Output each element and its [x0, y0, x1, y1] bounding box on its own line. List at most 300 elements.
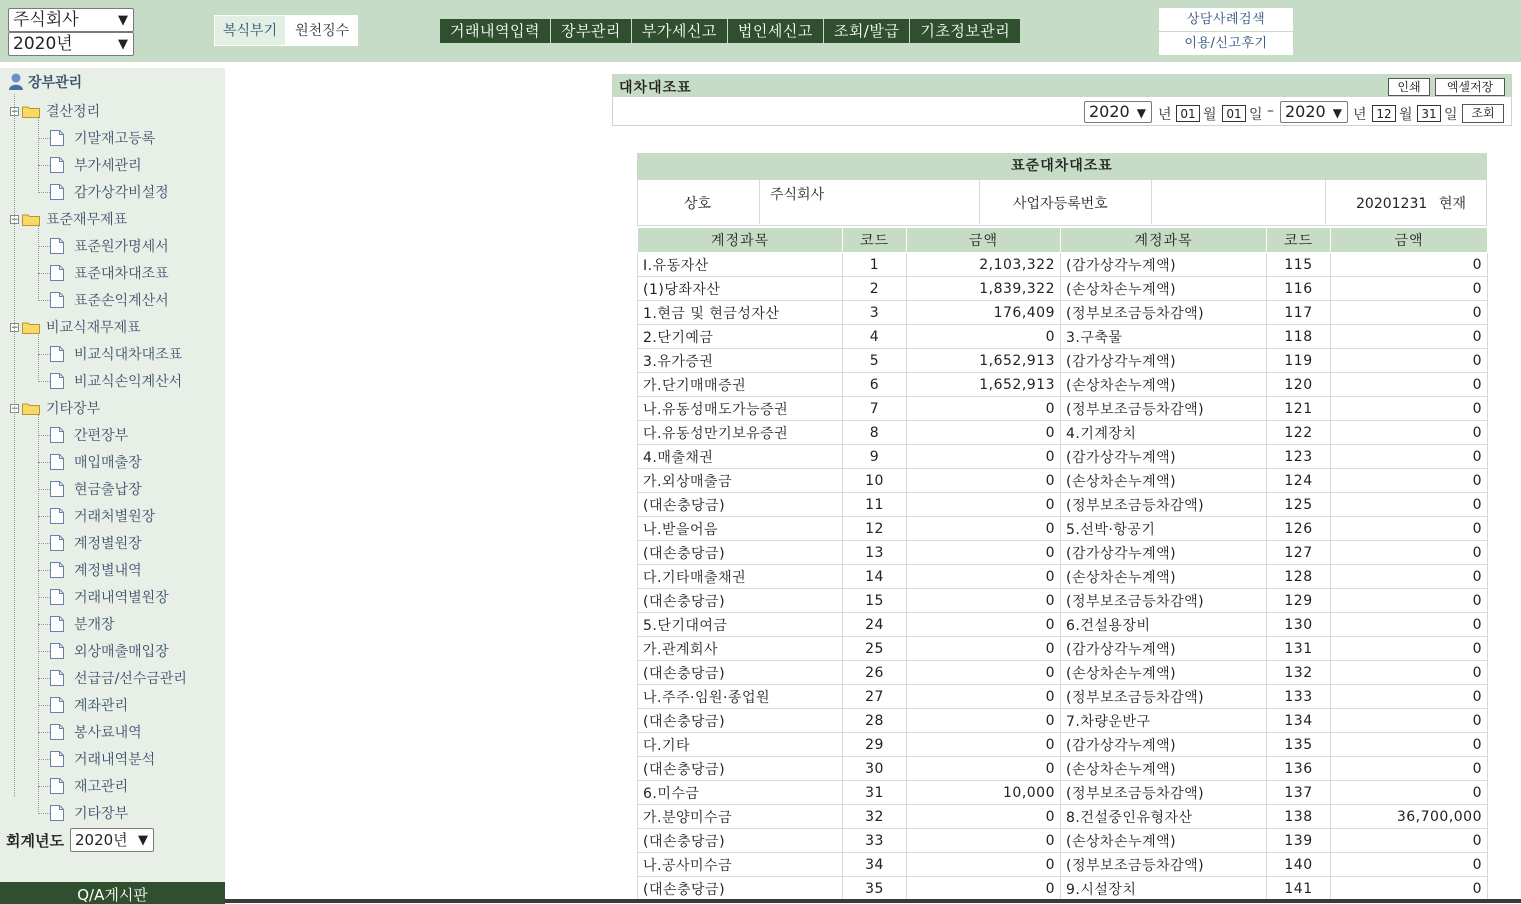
sidebar-item[interactable]: [50, 371, 182, 391]
sidebar-item-label: 기타장부: [74, 806, 129, 822]
tree-collapse-icon[interactable]: −: [11, 106, 19, 117]
to-month-unit: 월: [1399, 107, 1413, 123]
document-icon: [50, 130, 64, 146]
chevron-down-icon: ▼: [138, 833, 148, 848]
table-cell: 136: [1267, 757, 1331, 781]
sidebar-item[interactable]: [50, 263, 169, 283]
table-cell: (대손충당금): [638, 661, 843, 685]
from-day-unit: 일: [1249, 107, 1263, 123]
as-of-date: 20201231: [1356, 196, 1428, 212]
table-cell: (손상차손누계액): [1061, 757, 1267, 781]
to-year-select[interactable]: [1280, 101, 1348, 123]
folder-icon: [22, 321, 40, 334]
tree-connector: [38, 597, 50, 598]
sidebar-item-label: 비교식대차대조표: [74, 347, 183, 363]
tree-root[interactable]: [8, 72, 82, 92]
table-cell: 13: [843, 541, 907, 565]
table-cell: 116: [1267, 277, 1331, 301]
main-nav: [440, 19, 1021, 43]
chevron-down-icon: ▼: [118, 37, 128, 52]
table-cell: 27: [843, 685, 907, 709]
folder-icon: [22, 402, 40, 415]
sidebar: [0, 68, 225, 903]
tree-connector: [38, 300, 50, 301]
table-cell: 0: [907, 517, 1061, 541]
sidebar-item[interactable]: [50, 344, 182, 364]
from-year-unit: 년: [1158, 107, 1172, 123]
table-cell: (정부보조금등차감액): [1061, 589, 1267, 613]
col-header-amount-right: 금액: [1331, 228, 1488, 253]
table-row: [638, 493, 1488, 517]
table-cell: 0: [1331, 829, 1488, 853]
divider: [759, 180, 760, 224]
document-icon: [50, 751, 64, 767]
table-row: [638, 661, 1488, 685]
divider: [1325, 180, 1326, 224]
bizno-label: 사업자등록번호: [1013, 196, 1108, 212]
sidebar-group-label: 기타장부: [46, 401, 101, 417]
table-cell: 1,652,913: [907, 349, 1061, 373]
table-cell: (대손충당금): [638, 757, 843, 781]
table-cell: 0: [1331, 469, 1488, 493]
sidebar-item[interactable]: [50, 479, 142, 499]
sidebar-item[interactable]: [50, 641, 169, 661]
usage-review-link[interactable]: 이용/신고후기: [1159, 32, 1293, 56]
tree-connector: [38, 381, 50, 382]
table-cell: (손상차손누계액): [1061, 565, 1267, 589]
table-cell: 5: [843, 349, 907, 373]
sidebar-item[interactable]: [50, 182, 169, 202]
table-cell: 가.관계회사: [638, 637, 843, 661]
user-icon: [8, 73, 24, 91]
table-cell: 0: [907, 733, 1061, 757]
year-select[interactable]: [8, 32, 134, 56]
table-row: [638, 301, 1488, 325]
table-cell: 141: [1267, 877, 1331, 901]
table-cell: (감가상각누계액): [1061, 253, 1267, 277]
table-cell: (대손충당금): [638, 709, 843, 733]
table-cell: 29: [843, 733, 907, 757]
tree-root-label: 장부관리: [28, 75, 83, 91]
sub-tabs: [214, 15, 358, 46]
table-header-row: [638, 228, 1488, 253]
table-cell: 0: [1331, 301, 1488, 325]
document-icon: [50, 346, 64, 362]
sidebar-item[interactable]: [50, 668, 187, 688]
document-icon: [50, 670, 64, 686]
sidebar-item[interactable]: [50, 425, 128, 445]
sidebar-group[interactable]: [10, 317, 141, 337]
document-icon: [50, 292, 64, 308]
table-cell: 25: [843, 637, 907, 661]
nav-inquiry-issue[interactable]: 조회/발급: [824, 19, 911, 43]
table-cell: (감가상각누계액): [1061, 445, 1267, 469]
table-cell: (정부보조금등차감액): [1061, 397, 1267, 421]
document-icon: [50, 427, 64, 443]
table-cell: 0: [1331, 733, 1488, 757]
col-header-account-right: 계정과목: [1061, 228, 1267, 253]
sidebar-item[interactable]: [50, 533, 142, 553]
table-cell: 122: [1267, 421, 1331, 445]
sidebar-item-label: 계정별원장: [74, 536, 142, 552]
sidebar-item[interactable]: [50, 803, 128, 823]
table-cell: (대손충당금): [638, 493, 843, 517]
nav-ledger-management[interactable]: 장부관리: [551, 19, 632, 43]
table-cell: 132: [1267, 661, 1331, 685]
table-cell: 36,700,000: [1331, 805, 1488, 829]
to-day-input[interactable]: 31: [1417, 105, 1441, 122]
document-icon: [50, 454, 64, 470]
table-cell: 9: [843, 445, 907, 469]
table-cell: 0: [907, 493, 1061, 517]
table-row: [638, 829, 1488, 853]
table-cell: 0: [1331, 637, 1488, 661]
table-cell: (손상차손누계액): [1061, 373, 1267, 397]
table-cell: 0: [1331, 445, 1488, 469]
table-cell: 129: [1267, 589, 1331, 613]
table-cell: 133: [1267, 685, 1331, 709]
sidebar-group-label: 결산정리: [46, 104, 101, 120]
report-title: 대차대조표: [619, 80, 692, 96]
table-cell: (1)당좌자산: [638, 277, 843, 301]
tree-connector: [38, 117, 39, 193]
fiscal-year-label: 회계년도: [6, 832, 64, 850]
sidebar-item[interactable]: [50, 695, 128, 715]
range-separator: –: [1267, 103, 1274, 119]
qa-board-link[interactable]: Q/A게시판: [0, 882, 225, 904]
table-cell: 35: [843, 877, 907, 901]
table-cell: 0: [907, 661, 1061, 685]
tree-connector: [38, 786, 50, 787]
table-cell: 4: [843, 325, 907, 349]
table-cell: 0: [1331, 781, 1488, 805]
sidebar-item-label: 봉사료내역: [74, 725, 142, 741]
table-cell: 0: [907, 565, 1061, 589]
table-row: [638, 397, 1488, 421]
tree-connector: [38, 624, 50, 625]
fiscal-year-select[interactable]: [70, 828, 154, 852]
sidebar-item[interactable]: [50, 749, 155, 769]
sidebar-group[interactable]: [10, 209, 127, 229]
chevron-down-icon: ▼: [1136, 106, 1146, 120]
consult-case-search-link[interactable]: 상담사례검색: [1159, 8, 1293, 32]
sidebar-group-label: 비교식재무제표: [46, 320, 141, 336]
tree-connector: [38, 489, 50, 490]
table-row: [638, 517, 1488, 541]
table-cell: (정부보조금등차감액): [1061, 853, 1267, 877]
table-row: [638, 541, 1488, 565]
table-cell: 34: [843, 853, 907, 877]
divider: [1151, 180, 1152, 224]
table-row: [638, 709, 1488, 733]
table-cell: 0: [907, 805, 1061, 829]
table-cell: (정부보조금등차감액): [1061, 685, 1267, 709]
table-cell: (감가상각누계액): [1061, 637, 1267, 661]
table-cell: 0: [907, 445, 1061, 469]
sidebar-item[interactable]: [50, 722, 142, 742]
sidebar-item[interactable]: [50, 452, 142, 472]
table-cell: 0: [907, 685, 1061, 709]
table-cell: 0: [1331, 373, 1488, 397]
sidebar-item-label: 감가상각비설정: [74, 185, 169, 201]
sidebar-item-label: 계좌관리: [74, 698, 129, 714]
horizontal-scrollbar[interactable]: [225, 899, 1521, 903]
table-cell: (감가상각누계액): [1061, 733, 1267, 757]
tree-connector: [38, 732, 50, 733]
table-cell: 0: [1331, 613, 1488, 637]
table-cell: 가.단기매매증권: [638, 373, 843, 397]
table-row: [638, 733, 1488, 757]
table-cell: 7.차량운반구: [1061, 709, 1267, 733]
table-cell: 0: [907, 829, 1061, 853]
tree-connector: [38, 543, 50, 544]
document-icon: [50, 508, 64, 524]
document-icon: [50, 643, 64, 659]
table-cell: 0: [1331, 709, 1488, 733]
from-year-value: 2020: [1089, 102, 1130, 121]
sidebar-item[interactable]: [50, 776, 128, 796]
tree-connector: [38, 705, 50, 706]
table-cell: 3: [843, 301, 907, 325]
sidebar-item-label: 현금출납장: [74, 482, 142, 498]
print-button[interactable]: 인쇄: [1388, 78, 1430, 96]
sidebar-item-label: 매입매출장: [74, 455, 142, 471]
from-month-unit: 월: [1203, 107, 1217, 123]
table-cell: 나.받을어음: [638, 517, 843, 541]
sidebar-group[interactable]: [10, 101, 100, 121]
tree-connector: [38, 435, 50, 436]
table-cell: (정부보조금등차감액): [1061, 301, 1267, 325]
table-cell: 176,409: [907, 301, 1061, 325]
table-cell: 3.유가증권: [638, 349, 843, 373]
tree-connector: [38, 333, 39, 382]
tree-connector: [38, 570, 50, 571]
table-cell: 137: [1267, 781, 1331, 805]
nav-vat-filing[interactable]: 부가세신고: [632, 19, 728, 43]
tab-bookkeeping[interactable]: 복식부기: [214, 15, 286, 46]
tree-collapse-icon[interactable]: −: [11, 214, 19, 225]
sidebar-item-label: 선급금/선수금관리: [74, 671, 187, 687]
table-cell: 0: [1331, 565, 1488, 589]
tree-collapse-icon[interactable]: −: [11, 322, 19, 333]
top-bar: [0, 0, 1521, 62]
table-cell: 0: [907, 325, 1061, 349]
table-cell: 가.외상매출금: [638, 469, 843, 493]
table-cell: 117: [1267, 301, 1331, 325]
table-cell: 126: [1267, 517, 1331, 541]
table-cell: (대손충당금): [638, 589, 843, 613]
table-cell: 24: [843, 613, 907, 637]
table-cell: 2,103,322: [907, 253, 1061, 277]
table-cell: (대손충당금): [638, 877, 843, 901]
table-cell: 다.기타: [638, 733, 843, 757]
tree-connector: [14, 94, 15, 797]
table-row: [638, 277, 1488, 301]
tab-withholding[interactable]: 원천징수: [286, 15, 358, 46]
col-header-account-left: 계정과목: [638, 228, 843, 253]
tree-connector: [38, 225, 39, 301]
document-icon: [50, 616, 64, 632]
table-cell: 0: [907, 469, 1061, 493]
table-cell: 0: [907, 541, 1061, 565]
col-header-code-right: 코드: [1267, 228, 1331, 253]
table-cell: (손상차손누계액): [1061, 661, 1267, 685]
as-of-label: 현재: [1439, 196, 1467, 212]
to-month-input[interactable]: 12: [1372, 105, 1396, 122]
table-cell: 나.공사미수금: [638, 853, 843, 877]
nav-basic-info[interactable]: 기초정보관리: [910, 19, 1021, 43]
table-cell: 0: [1331, 757, 1488, 781]
folder-icon: [22, 105, 40, 118]
table-cell: 0: [1331, 397, 1488, 421]
table-cell: 134: [1267, 709, 1331, 733]
table-cell: (대손충당금): [638, 829, 843, 853]
table-cell: 0: [1331, 493, 1488, 517]
table-cell: 0: [907, 421, 1061, 445]
table-row: [638, 637, 1488, 661]
sidebar-item-label: 간편장부: [74, 428, 129, 444]
table-row: [638, 565, 1488, 589]
sidebar-item[interactable]: [50, 506, 155, 526]
table-cell: 0: [1331, 277, 1488, 301]
tree-connector: [38, 813, 50, 814]
table-row: [638, 253, 1488, 277]
table-row: [638, 781, 1488, 805]
document-icon: [50, 778, 64, 794]
table-cell: 128: [1267, 565, 1331, 589]
sidebar-item-label: 비교식손익계산서: [74, 374, 183, 390]
document-icon: [50, 481, 64, 497]
nav-transaction-entry[interactable]: 거래내역입력: [440, 19, 551, 43]
to-year-value: 2020: [1285, 102, 1326, 121]
table-cell: 125: [1267, 493, 1331, 517]
table-cell: 1.현금 및 현금성자산: [638, 301, 843, 325]
document-icon: [50, 265, 64, 281]
sidebar-item-label: 계정별내역: [74, 563, 142, 579]
tree-connector: [38, 273, 50, 274]
table-cell: 6.건설용장비: [1061, 613, 1267, 637]
excel-save-button[interactable]: 엑셀저장: [1435, 78, 1505, 96]
from-day-input[interactable]: 01: [1222, 105, 1246, 122]
table-cell: (대손충당금): [638, 541, 843, 565]
document-icon: [50, 238, 64, 254]
sidebar-item[interactable]: [50, 155, 142, 175]
table-row: [638, 853, 1488, 877]
search-button[interactable]: 조회: [1462, 104, 1504, 123]
table-cell: 나.주주·임원·종업원: [638, 685, 843, 709]
from-year-select[interactable]: [1084, 101, 1152, 123]
balance-sheet-table: [637, 227, 1488, 901]
table-cell: 135: [1267, 733, 1331, 757]
table-row: [638, 349, 1488, 373]
table-row: [638, 685, 1488, 709]
sidebar-item[interactable]: [50, 560, 142, 580]
report-title-bar: [613, 75, 1511, 97]
tree-connector: [38, 516, 50, 517]
table-cell: 8: [843, 421, 907, 445]
table-cell: 0: [1331, 589, 1488, 613]
tree-connector: [38, 246, 50, 247]
tree-connector: [38, 759, 50, 760]
table-cell: 115: [1267, 253, 1331, 277]
table-cell: 120: [1267, 373, 1331, 397]
table-row: [638, 589, 1488, 613]
table-cell: 33: [843, 829, 907, 853]
table-cell: 140: [1267, 853, 1331, 877]
sidebar-item-label: 부가세관리: [74, 158, 142, 174]
tree-connector: [38, 192, 50, 193]
sidebar-item-label: 외상매출매입장: [74, 644, 169, 660]
table-row: [638, 469, 1488, 493]
sidebar-item-label: 재고관리: [74, 779, 129, 795]
balance-sheet: [637, 153, 1487, 901]
tree-connector: [38, 462, 50, 463]
document-icon: [50, 157, 64, 173]
sidebar-group[interactable]: [10, 398, 100, 418]
table-cell: 119: [1267, 349, 1331, 373]
sidebar-item[interactable]: [50, 290, 169, 310]
from-month-input[interactable]: 01: [1176, 105, 1200, 122]
company-select[interactable]: [8, 8, 134, 32]
table-cell: 0: [907, 709, 1061, 733]
table-cell: 121: [1267, 397, 1331, 421]
sidebar-item-label: 표준대차대조표: [74, 266, 169, 282]
sidebar-item-label: 표준손익계산서: [74, 293, 169, 309]
table-cell: 1,652,913: [907, 373, 1061, 397]
sidebar-item[interactable]: [50, 614, 115, 634]
table-cell: 32: [843, 805, 907, 829]
tree-collapse-icon[interactable]: −: [11, 403, 19, 414]
sidebar-item-label: 거래처별원장: [74, 509, 156, 525]
sidebar-item-label: 표준원가명세서: [74, 239, 169, 255]
table-cell: 가.분양미수금: [638, 805, 843, 829]
nav-corporate-tax-filing[interactable]: 법인세신고: [728, 19, 824, 43]
to-day-unit: 일: [1444, 107, 1458, 123]
company-select-value: 주식회사: [13, 10, 79, 30]
table-cell: 6: [843, 373, 907, 397]
table-cell: 다.기타매출채권: [638, 565, 843, 589]
table-cell: 8.건설중인유형자산: [1061, 805, 1267, 829]
table-cell: 0: [1331, 877, 1488, 901]
table-cell: 14: [843, 565, 907, 589]
tree-connector: [38, 414, 39, 814]
table-row: [638, 757, 1488, 781]
sidebar-item-label: 거래내역분석: [74, 752, 156, 768]
fiscal-year-select-value: 2020년: [75, 831, 128, 849]
table-row: [638, 613, 1488, 637]
sidebar-item-label: 기말재고등록: [74, 131, 156, 147]
table-cell: 0: [1331, 541, 1488, 565]
document-icon: [50, 184, 64, 200]
document-icon: [50, 562, 64, 578]
company-info-row: [637, 180, 1487, 226]
year-select-value: 2020년: [13, 34, 73, 54]
tree-connector: [38, 678, 50, 679]
table-row: [638, 325, 1488, 349]
table-cell: 0: [1331, 253, 1488, 277]
table-cell: 15: [843, 589, 907, 613]
table-cell: 123: [1267, 445, 1331, 469]
table-cell: 0: [1331, 325, 1488, 349]
sidebar-item[interactable]: [50, 128, 155, 148]
table-cell: 5.선박·항공기: [1061, 517, 1267, 541]
table-cell: 4.기계장치: [1061, 421, 1267, 445]
table-title: 표준대차대조표: [637, 153, 1487, 180]
table-row: [638, 445, 1488, 469]
document-icon: [50, 535, 64, 551]
sidebar-item[interactable]: [50, 587, 169, 607]
sidebar-item[interactable]: [50, 236, 169, 256]
